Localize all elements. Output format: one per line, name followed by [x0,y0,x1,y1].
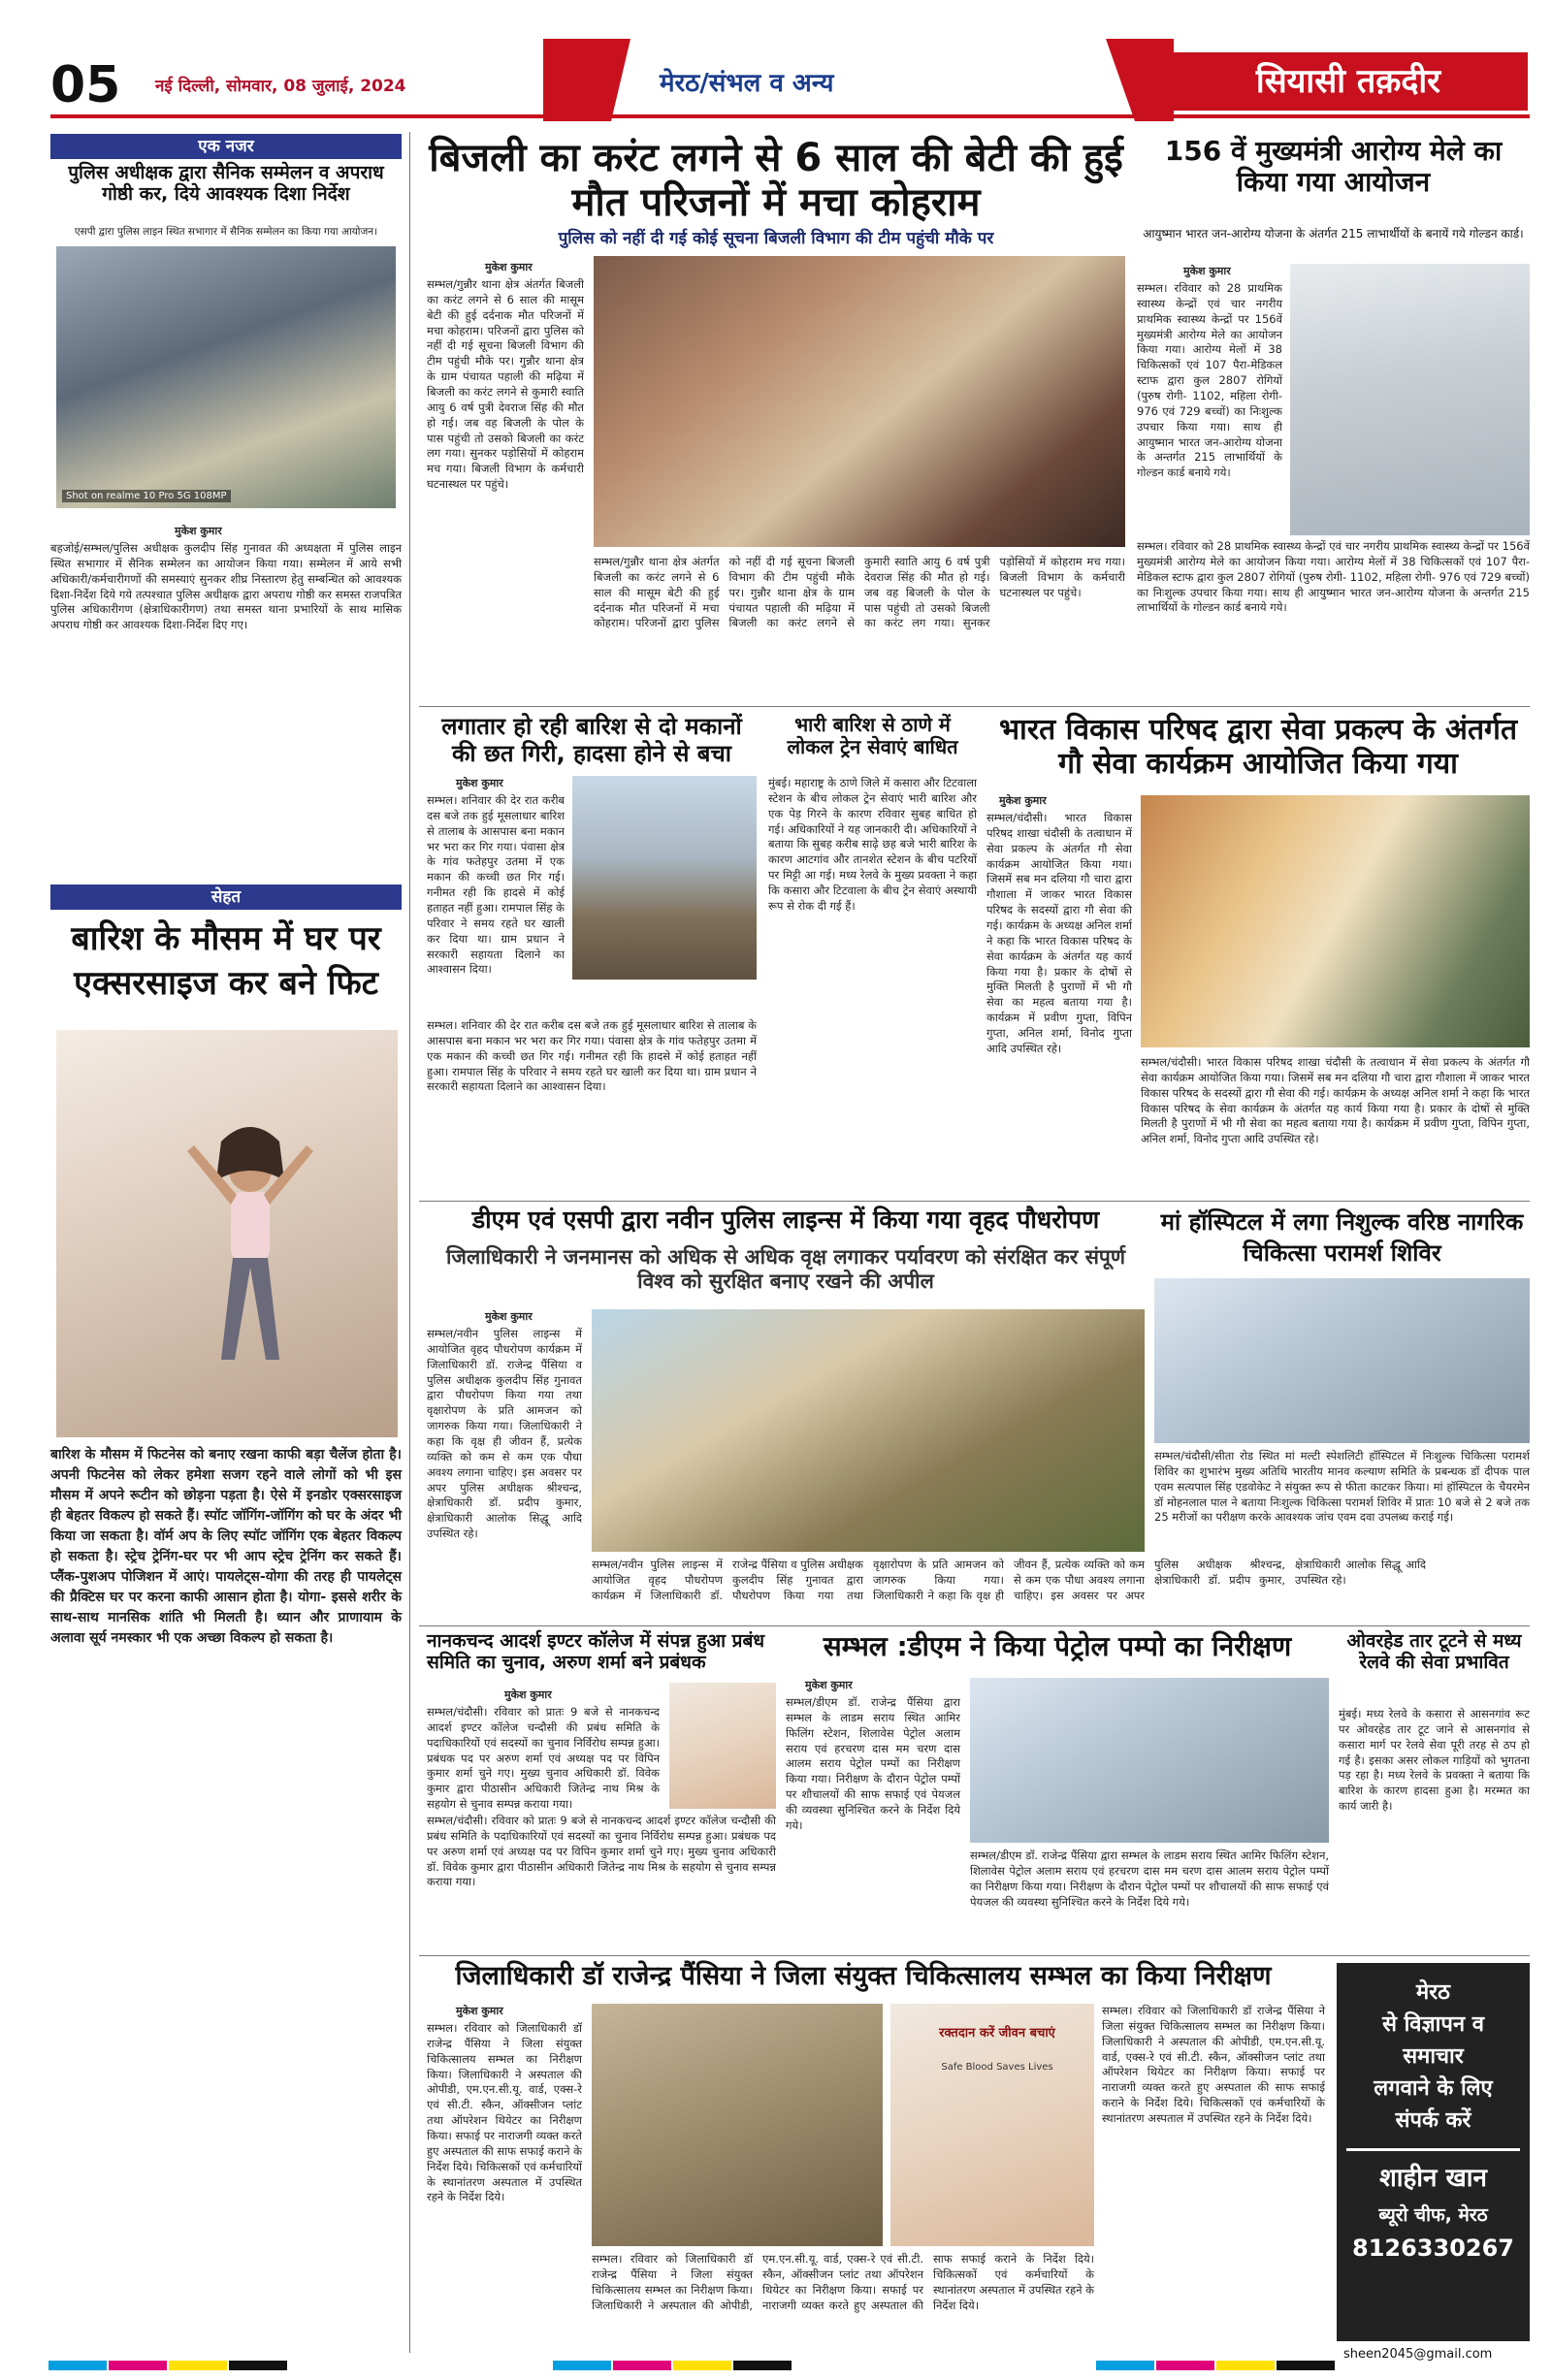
arogya-byline: मुकेश कुमार [1183,265,1231,277]
arogya-mela-photo [1290,264,1530,535]
gau-seva-byline: मुकेश कुमार [999,794,1047,807]
arogya-subhead: आयुष्मान भारत जन-आरोग्य योजना के अंतर्गत 215 लाभार्थीयों के बनायें गये गोल्डन कार्ड। [1143,227,1524,241]
advert-line: संपर्क करें [1395,2108,1471,2133]
makaan-body: सम्भल। शनिवार की देर रात करीब दस बजे तक हुई मूसलाधार बारिश से तालाब के आसपास बना मकान भर भरा कर गिर गया। पंवासा क्षेत्र के गांव फतेहपुर उतमा में एक मकान की कच्ची छत गिर गई। गनीमत रही कि हादसे में कोई हताहत नहीं हुआ। रामपाल सिंह के परिवार ने समय रहते घर खाली कर दिया था। ग्राम प्रधान ने सरकारी सहायता दिलाने का आश्वासन दिया। [427,793,565,977]
podharopan-subhead: जिलाधिकारी ने जनमानस को अधिक से अधिक वृक्ष लगाकर पर्यावरण को संरक्षित कर संपूर्ण विश्व को सुरक्षित बनाए रखने की अपील [445,1245,1126,1294]
collapsed-house-photo [572,776,757,980]
advert-lines [1337,1963,1530,2137]
dm-inspection-photo [592,2004,883,2246]
hospital-camp-headline: मां हॉस्पिटल में लगा निशुल्क वरिष्ठ नागरिक चिकित्सा परामर्श शिविर [1160,1208,1524,1268]
sehat-label: सेहत [50,884,402,910]
lead-body-continued: सम्भल/गुन्नौर थाना क्षेत्र अंतर्गत बिजली का करंट लगने से 6 साल की मासूम बेटी की हुई दर्दनाक मौत परिजनों में मचा कोहराम। परिजनों द्वारा पुलिस को नहीं दी गई सूचना बिजली विभाग की टीम पहुंची मौके पर। गुन्नौर थाना क्षेत्र के ग्राम पंचायत पहाली की मढ़िया में बिजली का करंट लगने से कुमारी स्वाति आयु 6 वर्ष पुत्री देवराज सिंह की मौत हो गई। जब वह बिजली के पोल के पास पहुंची तो उसको बिजली का करंट लग गया। सुनकर पड़ोसियों में कोहराम मच गया। बिजली विभाग के कर्मचारी घटनास्थल पर पहुंचे। [594,555,1125,630]
nanakchand-body-continued: सम्भल/चंदौसी। रविवार को प्रातः 9 बजे से नानकचन्द आदर्श इण्टर कॉलेज चन्दौसी की प्रबंध समिति के पदाधिकारियों एवं सदस्यों का चुनाव निर्विरोध सम्पन्न हुआ। प्रबंधक पद पर अरुण शर्मा एवं अध्यक्ष पद पर विपिन कुमार शर्मा चुने गए। मुख्य चुनाव अधिकारी डॉ. विवेक कुमार द्वारा पीठासीन अधिकारी जितेन्द्र नाथ मिश्र के सहयोग से चुनाव सम्पन्न कराया गया। [427,1814,776,1889]
advert-contact-name: शाहीन खान [1379,2164,1487,2193]
manager-portrait-photo [669,1683,776,1809]
dm-hospital-body-continued: सम्भल। रविवार को जिलाधिकारी डॉ राजेन्द्र पैंसिया ने जिला संयुक्त चिकित्सालय सम्भल का निरीक्षण किया। जिलाधिकारी ने अस्पताल की ओपीडी, एम.एन.सी.यू. वार्ड, एक्स-रे एवं सी.टी. स्कैन, ऑक्सीजन प्लांट तथा ऑपरेशन थियेटर का निरीक्षण किया। सफाई पर नाराजगी व्यक्त करते हुए अस्पताल की साफ सफाई कराने के निर्देश दिये। चिकित्सकों एवं कर्मचारियों के स्थानांतरण अस्पताल में उपस्थित रहने के निर्देश दिये। [592,2252,1094,2312]
ek-nazar-label: एक नजर [50,134,402,159]
section-rule [419,1201,1530,1202]
lead-byline: मुकेश कुमार [485,261,533,273]
exercise-photo [56,1030,398,1437]
petrol-headline: सम्भल :डीएम ने किया पेट्रोल पम्पो का निरीक्षण [823,1630,1292,1662]
advertisement-box [1337,1963,1530,2341]
ek-nazar-byline: मुकेश कुमार [175,525,222,537]
ek-nazar-body: बहजोई/सम्भल/पुलिस अधीक्षक कुलदीप सिंह गुनावत की अध्यक्षता में पुलिस लाइन स्थित सभागार में सैनिक सम्मेलन का आयोजन किया गया। सम्मेलन में आये सभी अधिकारी/कर्मचारीगणों की समस्याएं सुनकर शीघ्र निस्तारण हेतु सम्बन्धित को आवश्यक दिशा-निर्देश दिये गये तत्पश्चात पुलिस अधीक्षक द्वारा अपराध गोष्ठी कर समस्त राजपत्रित पुलिस अधिकारीगण (क्षेत्राधिकारीगण) तथा समस्त थाना प्रभारियों के साथ मासिक अपराध गोष्ठी कर आवश्यक दिशा-निर्देश दिए गए। [50,541,402,632]
section-rule [419,706,1530,707]
nanakchand-body: सम्भल/चंदौसी। रविवार को प्रातः 9 बजे से नानकचन्द आदर्श इण्टर कॉलेज चन्दौसी की प्रबंध समिति के पदाधिकारियों एवं सदस्यों का चुनाव निर्विरोध सम्पन्न हुआ। प्रबंधक पद पर अरुण शर्मा एवं अध्यक्ष पद पर विपिन कुमार शर्मा चुने गए। मुख्य चुनाव अधिकारी डॉ. विवेक कुमार द्वारा पीठासीन अधिकारी जितेन्द्र नाथ मिश्र के सहयोग से चुनाव सम्पन्न कराया गया। [427,1705,660,1812]
arogya-body: सम्भल। रविवार को 28 प्राथमिक स्वास्थ्य केन्द्रों एवं चार नगरीय प्राथमिक स्वास्थ्य केन्द्रों पर 156वें मुख्यमंत्री आरोग्य मेले का आयोजन किया गया। आरोग्य मेलों में 38 चिकित्सकों एवं 107 पैरा-मेडिकल स्टाफ द्वारा कुल 2807 रोगियों (पुरुष रोगी- 1102, महिला रोगी- 976 एवं 729 बच्चों) का निःशुल्क उपचार किया गया। साथ ही आयुष्मान भारत जन-आरोग्य योजना के अन्तर्गत 215 लाभार्थियों के गोल्डन कार्ड बनाये गये। [1137,281,1282,480]
poster-title: रक्तदान करें जीवन बचाएं [939,2026,1055,2041]
advert-line: से विज्ञापन व [1382,2012,1484,2037]
dm-hospital-byline: मुकेश कुमार [456,2005,503,2017]
page-number: 05 [50,56,121,114]
advert-line: लगवाने के लिए [1374,2076,1493,2101]
photo-caption: Shot on realme 10 Pro 5G 108MP [62,490,231,502]
lead-headline: बिजली का करंट लगने से 6 साल की बेटी की हुई मौत परिजनों में मचा कोहराम [429,136,1123,225]
section-rule [419,1955,1530,1956]
overhead-headline: ओवरहेड तार टूटने से मध्य रेलवे की सेवा प्रभावित [1346,1630,1522,1673]
gau-seva-headline: भारत विकास परिषद द्वारा सेवा प्रकल्प के अंतर्गत गौ सेवा कार्यक्रम आयोजित किया गया [998,713,1518,781]
lead-subhead: पुलिस को नहीं दी गई कोई सूचना बिजली विभाग की टीम पहुंची मौके पर [558,229,994,248]
hospital-camp-photo [1154,1278,1530,1443]
advert-line: मेरठ [1416,1980,1450,2005]
ek-nazar-headline: पुलिस अधीक्षक द्वारा सैनिक सम्मेलन व अपराध गोष्ठी कर, दिये आवश्यक दिशा निर्देश [68,162,384,205]
gau-seva-photo [1141,795,1530,1047]
petrol-pump-photo [970,1678,1329,1843]
dm-hospital-body: सम्भल। रविवार को जिलाधिकारी डॉ राजेन्द्र पैंसिया ने जिला संयुक्त चिकित्सालय सम्भल का निरीक्षण किया। जिलाधिकारी ने अस्पताल की ओपीडी, एम.एन.सी.यू. वार्ड, एक्स-रे एवं सी.टी. स्कैन, ऑक्सीजन प्लांट तथा ऑपरेशन थियेटर का निरीक्षण किया। सफाई पर नाराजगी व्यक्त करते हुए अस्पताल की साफ सफाई कराने के निर्देश दिये। चिकित्सकों एवं कर्मचारियों के स्थानांतरण अस्पताल में उपस्थित रहने के निर्देश दिये। [427,2021,582,2204]
contact-email[interactable]: sheen2045@gmail.com [1343,2347,1493,2362]
advert-divider [1346,2148,1520,2151]
train-headline: भारी बारिश से ठाणे में लोकल ट्रेन सेवाएं बाधित [787,713,958,758]
gau-seva-body-continued: सम्भल/चंदौसी। भारत विकास परिषद शाखा चंदौसी के तत्वाधान में सेवा प्रकल्प के अंतर्गत गौ सेवा कार्यक्रम आयोजित किया गया। जिसमें सब मन दलिया गौ चारा द्वारा गौशाला में जाकर भारत विकास परिषद के सदस्यों द्वारा गौ सेवा की गई। कार्यक्रम के अध्यक्ष अनिल शर्मा ने कहा कि भारत विकास परिषद के सेवा कार्यक्रम के अंतर्गत यह कार्य किया गया है। प्रकार के दोषों से मुक्ति मिलती है पुराणों में भी गौ सेवा का महत्व बताया गया है। कार्यक्रम में प्रवीण गुप्ता, विपिन गुप्ता, अनिल शर्मा, विनोद गुप्ता आदि उपस्थित रहे। [1141,1055,1530,1146]
podharopan-byline: मुकेश कुमार [485,1310,533,1323]
makaan-headline: लगातार हो रही बारिश से दो मकानों की छत गिरी, हादसा होने से बचा [441,713,742,767]
sehat-headline: बारिश के मौसम में घर पर एक्सरसाइज कर बने फिट [71,919,381,1003]
advert-contact-role: ब्यूरो चीफ, मेरठ [1378,2204,1488,2226]
police-meeting-photo [56,246,396,508]
hospital-camp-body: सम्भल/चंदौसी/सीता रोड स्थित मां मल्टी स्पेशलिटी हॉस्पिटल में निःशुल्क चिकित्सा परामर्श शिविर का शुभारंभ मुख्य अतिथि भारतीय मानव कल्याण समिति के प्रबन्धक डॉ दीपक पाल एवम सत्यपाल सिंह एडवोकेट ने संयुक्त रूप से फीता काटकर किया। मां हॉस्पिटल के चैयरमेन डॉ मोहनलाल पाल ने बताया निःशुल्क चिकित्सा परामर्श शिविर में प्रातः 10 बजे से 2 बजे तक 25 मरीजों का परीक्षण करके आवश्यक जांच एवम दवा उपलब्ध कराई गई। [1154,1449,1530,1525]
poster-subtitle: Safe Blood Saves Lives [941,2062,1053,2073]
print-color-bar [48,2359,1406,2372]
lead-body: सम्भल/गुन्नौर थाना क्षेत्र अंतर्गत बिजली का करंट लगने से 6 साल की मासूम बेटी की हुई दर्दनाक मौत परिजनों में मचा कोहराम। परिजनों द्वारा पुलिस को नहीं दी गई सूचना बिजली विभाग की टीम पहुंची मौके पर। गुन्नौर थाना क्षेत्र के ग्राम पंचायत पहाली की मढ़िया में बिजली का करंट लगने से कुमारी स्वाति आयु 6 वर्ष पुत्री देवराज सिंह की मौत हो गई। जब वह बिजली के पोल के पास पहुंची तो उसको बिजली का करंट लग गया। सुनकर पड़ोसियों में कोहराम मच गया। बिजली विभाग के कर्मचारी घटनास्थल पर पहुंचे। [427,277,584,492]
advert-contact-phone[interactable]: 8126330267 [1352,2235,1514,2262]
makaan-body-continued: सम्भल। शनिवार की देर रात करीब दस बजे तक हुई मूसलाधार बारिश से तालाब के आसपास बना मकान भर भरा कर गिर गया। पंवासा क्षेत्र के गांव फतेहपुर उतमा में एक मकान की कच्ची छत गिर गई। गनीमत रही कि हादसे में कोई हताहत नहीं हुआ। रामपाल सिंह के परिवार ने समय रहते घर खाली कर दिया था। ग्राम प्रधान ने सरकारी सहायता दिलाने का आश्वासन दिया। [427,1018,757,1094]
masthead-rule [50,114,1530,118]
blood-donation-poster-photo [890,2004,1094,2246]
nanakchand-byline: मुकेश कुमार [504,1689,552,1701]
podharopan-headline: डीएम एवं एसपी द्वारा नवीन पुलिस लाइन्स में किया गया वृहद पौधरोपण [471,1206,1100,1234]
petrol-body: सम्भल/डीएम डॉ. राजेन्द्र पैंसिया द्वारा सम्भल के लाडम सराय स्थित आमिर फिलिंग स्टेशन, शिलावेस पेट्रोल अलाम सराय एवं हरचरण दास मम चरण दास आलम सराय पेट्रोल पम्पों का निरीक्षण किया गया। निरीक्षण के दौरान पेट्रोल पम्पों पर शौचालयों की साफ सफाई एवं पेयजल की व्यवस्था सुनिश्चित करने के निर्देश दिये गये। [786,1695,960,1832]
petrol-byline: मुकेश कुमार [805,1679,853,1691]
column-rule [409,132,410,2353]
section-title: मेरठ/संभल व अन्य [660,69,834,98]
petrol-body-continued: सम्भल/डीएम डॉ. राजेन्द्र पैंसिया द्वारा सम्भल के लाडम सराय स्थित आमिर फिलिंग स्टेशन, शिलावेस पेट्रोल अलाम सराय एवं हरचरण दास मम चरण दास आलम सराय पेट्रोल पम्पों का निरीक्षण किया गया। निरीक्षण के दौरान पेट्रोल पम्पों पर शौचालयों की साफ सफाई एवं पेयजल की व्यवस्था सुनिश्चित करने के निर्देश दिये गये। [970,1849,1329,1909]
podharopan-body-continued: सम्भल/नवीन पुलिस लाइन्स में आयोजित वृहद पौधरोपण कार्यक्रम में जिलाधिकारी डॉ. राजेन्द्र पैंसिया व पुलिस अधीक्षक कुलदीप सिंह गुनावत द्वारा पौधरोपण किया गया तथा वृक्षारोपण के प्रति आमजन को जागरुक किया गया। जिलाधिकारी ने कहा कि वृक्ष ही जीवन हैं, प्रत्येक व्यक्ति को कम से कम एक पौधा अवश्य लगाना चाहिए। इस अवसर पर अपर पुलिस अधीक्षक श्रीश्चन्द्र, क्षेत्राधिकारी डॉ. प्रदीप कुमार, क्षेत्राधिकारी आलोक सिद्धू आदि उपस्थित रहे। [592,1558,1426,1602]
overhead-body: मुंबई। मध्य रेलवे के कसारा से आसनगांव रूट पर ओवरहेड तार टूट जाने से आसनगांव से कसारा मार्ग पर रेलवे सेवा पूरी तरह से ठप हो गई है। इसका असर लोकल गाड़ियों को भुगतना पड़ रहा है। मध्य रेलवे के प्रवक्ता ने बताया कि बारिश के कारण हादसा हुआ है। मरम्मत का कार्य जारी है। [1339,1707,1530,1814]
arogya-body-continued: सम्भल। रविवार को 28 प्राथमिक स्वास्थ्य केन्द्रों एवं चार नगरीय प्राथमिक स्वास्थ्य केन्द्रों पर 156वें मुख्यमंत्री आरोग्य मेले का आयोजन किया गया। आरोग्य मेलों में 38 चिकित्सकों एवं 107 पैरा-मेडिकल स्टाफ द्वारा कुल 2807 रोगियों (पुरुष रोगी- 1102, महिला रोगी- 976 एवं 729 बच्चों) का निःशुल्क उपचार किया गया। साथ ही आयुष्मान भारत जन-आरोग्य योजना के अन्तर्गत 215 लाभार्थियों के गोल्डन कार्ड बनाये गये। [1137,539,1530,615]
arogya-headline: 156 वें मुख्यमंत्री आरोग्य मेले का किया गया आयोजन [1164,135,1503,199]
gau-seva-body: सम्भल/चंदौसी। भारत विकास परिषद शाखा चंदौसी के तत्वाधान में सेवा प्रकल्प के अंतर्गत गौ सेवा कार्यक्रम आयोजित किया गया। जिसमें सब मन दलिया गौ चारा द्वारा गौशाला में जाकर भारत विकास परिषद के सदस्यों द्वारा गौ सेवा की गई। कार्यक्रम के अध्यक्ष अनिल शर्मा ने कहा कि भारत विकास परिषद के सेवा कार्यक्रम के अंतर्गत यह कार्य किया गया है। प्रकार के दोषों से मुक्ति मिलती है पुराणों में भी गौ सेवा का महत्व बताया गया है। कार्यक्रम में प्रवीण गुप्ता, विपिन गुप्ता, अनिल शर्मा, विनोद गुप्ता आदि उपस्थित रहे। [986,811,1132,1055]
dm-hospital-headline: जिलाधिकारी डॉ राजेन्द्र पैंसिया ने जिला संयुक्त चिकित्सालय सम्भल का किया निरीक्षण [455,1961,1272,1991]
sehat-body: बारिश के मौसम में फिटनेस को बनाए रखना काफी बड़ा चैलेंज होता है। अपनी फिटनेस को लेकर हमेशा सजग रहने वाले लोगों को भी इस मौसम में अपने रूटीन को छोड़ना पड़ता है। ऐसे में इनडोर एक्सरसाइज ही बेहतर विकल्प हो सकते हैं। स्पॉट जॉगिंग-जॉगिंग को घर के अंदर भी किया जा सकता है। वॉर्म अप के लिए स्पॉट जॉगिंग एक बेहतर विकल्प हो सकता है। स्ट्रेच ट्रेनिंग-घर पर भी आप स्ट्रेच ट्रेनिंग कर सकते हैं। प्लैंक-पुशअप पोजिशन में आएं। पायलेट्स-योगा की तरह ही पायलेट्स की प्रैक्टिस घर पर करना काफी आसान होता है। योगा- इससे शरीर के साथ-साथ मानसिक शांति भी मिलती है। ध्यान और प्राणायाम के अलावा सूर्य नमस्कार भी एक अच्छा विकल्प हो सकता है। [50,1447,402,1646]
makaan-byline: मुकेश कुमार [456,777,503,789]
ek-nazar-subhead: एसपी द्वारा पुलिस लाइन स्थित सभागार में सैनिक सम्मेलन का किया गया आयोजन। [74,226,378,238]
nanakchand-headline: नानकचन्द आदर्श इण्टर कॉलेज में संपन्न हुआ प्रबंध समिति का चुनाव, अरुण शर्मा बने प्रबंधक [427,1630,765,1673]
plantation-photo [592,1309,1145,1552]
train-body: मुंबई। महाराष्ट्र के ठाणे जिले में कसारा और टिटवाला स्टेशन के बीच लोकल ट्रेन सेवाएं भारी बारिश और एक पेड़ गिरने के कारण रविवार सुबह बाधित हो गई। अधिकारियों ने यह जानकारी दी। अधिकारियों ने बताया कि सुबह करीब साढ़े छह बजे भारी बारिश के कारण आटगांव और तानशेत स्टेशन के बीच पटरियों पर मिट्टी आ गई। मध्य रेलवे के मुख्य प्रवक्ता ने कहा कि कसारा और टिटवाला के बीच ट्रेन सेवाएं अस्थायी रूप से रोक दी गई हैं। [768,776,977,913]
newspaper-brand: सियासी तक़दीर [1169,52,1528,111]
dateline: नई दिल्ली, सोमवार, 08 जुलाई, 2024 [155,77,406,96]
advert-line: समाचार [1403,2044,1464,2069]
section-rule [419,1625,1530,1626]
dm-hospital-body-side: सम्भल। रविवार को जिलाधिकारी डॉ राजेन्द्र पैंसिया ने जिला संयुक्त चिकित्सालय सम्भल का निरीक्षण किया। जिलाधिकारी ने अस्पताल की ओपीडी, एम.एन.सी.यू. वार्ड, एक्स-रे एवं सी.टी. स्कैन, ऑक्सीजन प्लांट तथा ऑपरेशन थियेटर का निरीक्षण किया। सफाई पर नाराजगी व्यक्त करते हुए अस्पताल की साफ सफाई कराने के निर्देश दिये। चिकित्सकों एवं कर्मचारियों के स्थानांतरण अस्पताल में उपस्थित रहने के निर्देश दिये। [1102,2004,1325,2126]
mourning-family-photo [594,256,1125,547]
woman-exercise-illustration [173,1112,328,1365]
podharopan-body: सम्भल/नवीन पुलिस लाइन्स में आयोजित वृहद पौधरोपण कार्यक्रम में जिलाधिकारी डॉ. राजेन्द्र पैंसिया व पुलिस अधीक्षक कुलदीप सिंह गुनावत द्वारा पौधरोपण किया गया तथा वृक्षारोपण के प्रति आमजन को जागरुक किया गया। जिलाधिकारी ने कहा कि वृक्ष ही जीवन हैं, प्रत्येक व्यक्ति को कम से कम एक पौधा अवश्य लगाना चाहिए। इस अवसर पर अपर पुलिस अधीक्षक श्रीश्चन्द्र, क्षेत्राधिकारी डॉ. प्रदीप कुमार, क्षेत्राधिकारी आलोक सिद्धू आदि उपस्थित रहे। [427,1327,582,1541]
